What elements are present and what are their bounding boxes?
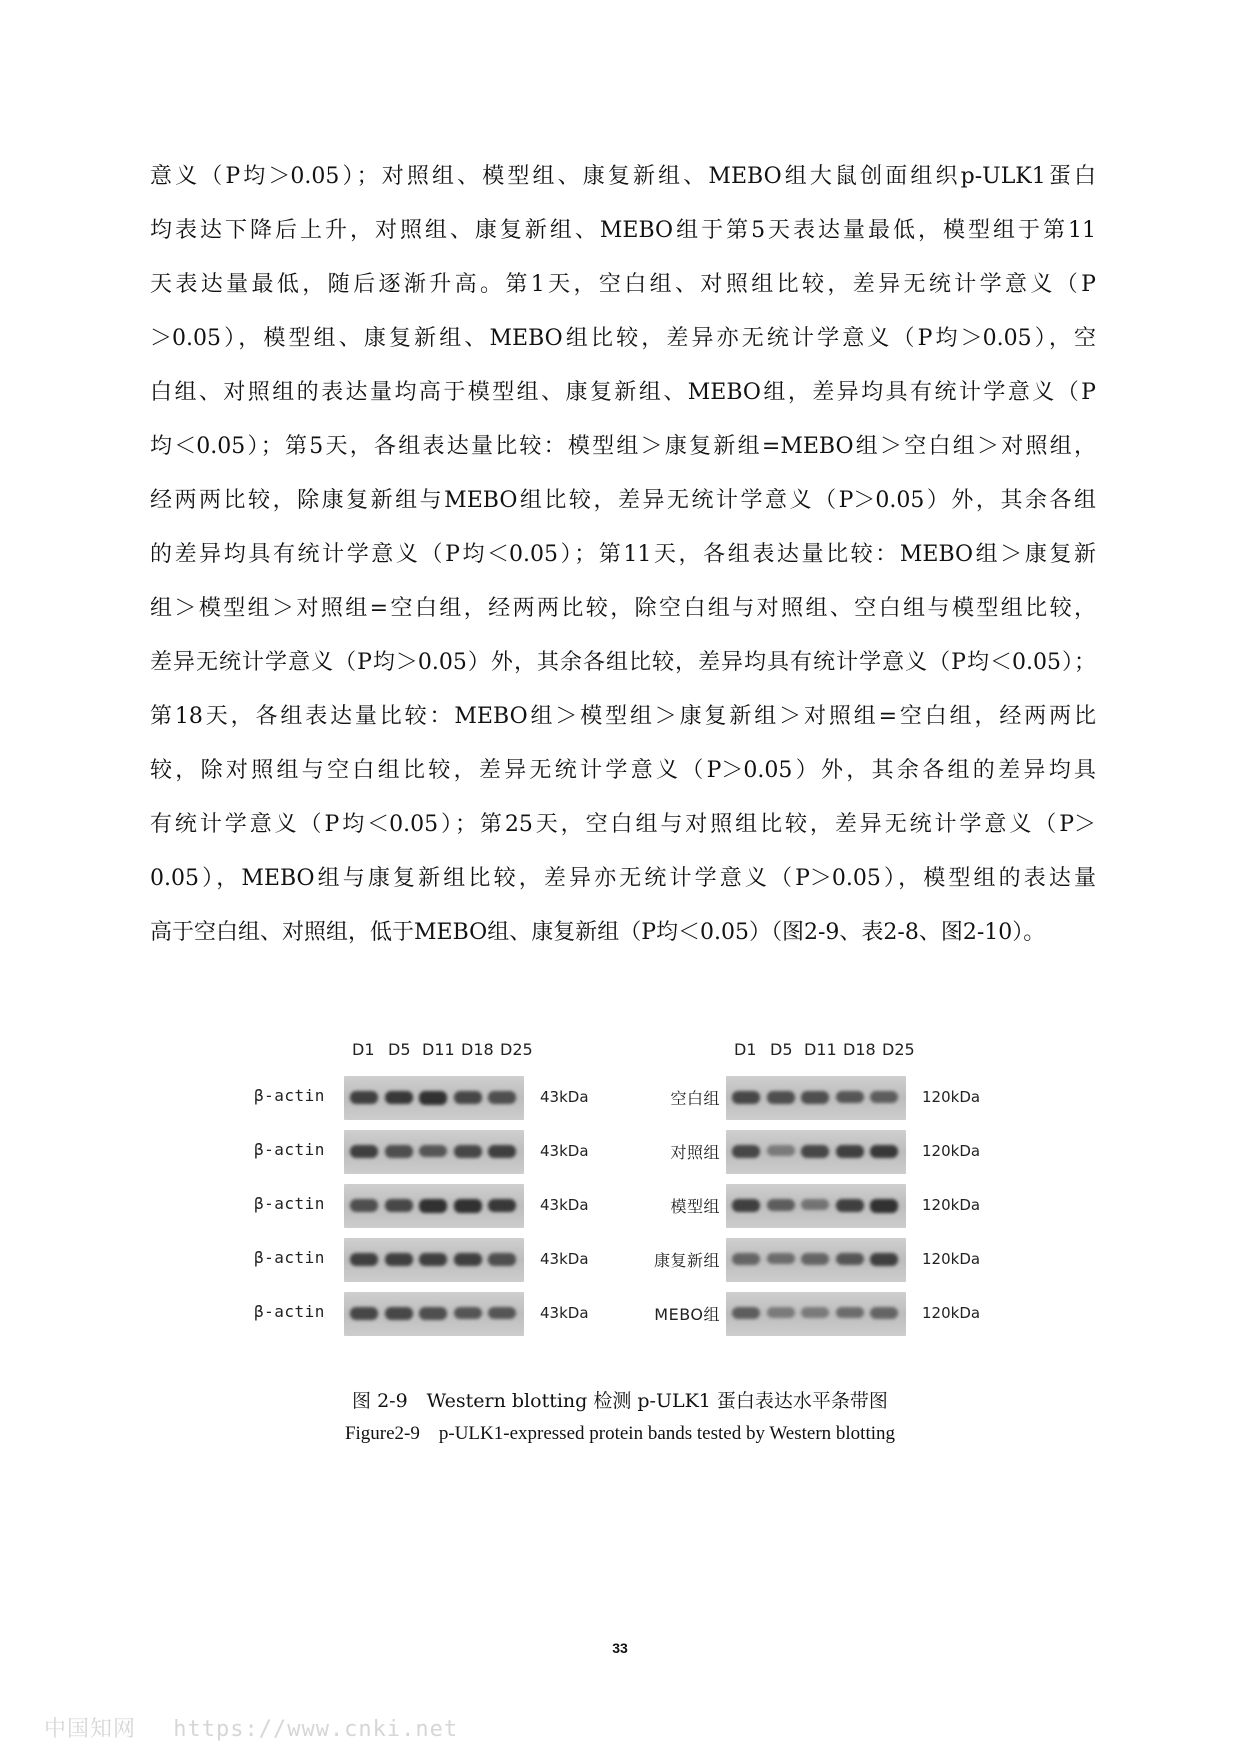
protein-band — [836, 1145, 864, 1158]
page-number: 33 — [612, 1640, 628, 1656]
row-label: 空白组 — [670, 1089, 720, 1108]
row-label: β-actin — [254, 1302, 325, 1321]
blot-membrane — [726, 1292, 906, 1336]
protein-band — [836, 1091, 864, 1103]
lane-label: D18 — [461, 1040, 494, 1059]
protein-band — [767, 1307, 795, 1318]
protein-band — [732, 1199, 760, 1212]
protein-band — [767, 1199, 795, 1211]
paragraph-line: 均＜0.05）；第5天，各组表达量比较：模型组＞康复新组=MEBO组＞空白组＞对照组， — [150, 434, 1096, 459]
body-paragraph — [150, 150, 1096, 960]
molecular-weight-label: 43kDa — [540, 1142, 589, 1160]
protein-band — [385, 1253, 413, 1266]
protein-band — [488, 1253, 516, 1266]
lane-labels — [344, 1040, 544, 1064]
protein-band — [870, 1307, 898, 1319]
lane-label: D1 — [352, 1040, 375, 1059]
protein-band — [870, 1091, 898, 1103]
row-label: 康复新组 — [653, 1251, 720, 1270]
lane-label: D11 — [422, 1040, 455, 1059]
paragraph-line: ＞0.05），模型组、康复新组、MEBO组比较，差异亦无统计学意义（P均＞0.05），空 — [150, 326, 1096, 351]
protein-band — [870, 1253, 898, 1266]
molecular-weight-label: 120kDa — [922, 1196, 981, 1214]
row-label: β-actin — [254, 1248, 325, 1267]
paragraph-line: 0.05），MEBO组与康复新组比较，差异亦无统计学意义（P＞0.05），模型组的表达量 — [150, 866, 1096, 891]
lane-label: D5 — [388, 1040, 411, 1059]
paragraph-line: 第18天，各组表达量比较：MEBO组＞模型组＞康复新组＞对照组=空白组，经两两比 — [150, 704, 1096, 729]
protein-band — [385, 1145, 413, 1158]
protein-band — [350, 1091, 378, 1104]
protein-band — [767, 1253, 795, 1264]
blot-row — [630, 1184, 1050, 1234]
protein-band — [767, 1145, 795, 1156]
protein-band — [350, 1199, 378, 1212]
molecular-weight-label: 120kDa — [922, 1088, 981, 1106]
protein-band — [454, 1199, 482, 1213]
protein-band — [419, 1145, 447, 1157]
blot-row — [240, 1076, 660, 1126]
protein-band — [488, 1091, 516, 1104]
protein-band — [419, 1307, 447, 1320]
paragraph-line: 有统计学意义（P均＜0.05）；第25天，空白组与对照组比较，差异无统计学意义（P＞ — [150, 812, 1096, 837]
paragraph-line: 组＞模型组＞对照组=空白组，经两两比较，除空白组与对照组、空白组与模型组比较， — [150, 596, 1096, 621]
protein-band — [801, 1199, 829, 1210]
paragraph-line: 较，除对照组与空白组比较，差异无统计学意义（P＞0.05）外，其余各组的差异均具 — [150, 758, 1096, 783]
lane-label: D18 — [843, 1040, 876, 1059]
paragraph-line: 经两两比较，除康复新组与MEBO组比较，差异无统计学意义（P＞0.05）外，其余各组 — [150, 488, 1096, 513]
lane-label: D11 — [804, 1040, 837, 1059]
blot-row — [630, 1292, 1050, 1342]
protein-band — [454, 1307, 482, 1319]
paragraph-line: 差异无统计学意义（P均＞0.05）外，其余各组比较，差异均具有统计学意义（P均＜0.05）； — [150, 650, 1096, 675]
blot-membrane — [344, 1184, 524, 1228]
row-label: 模型组 — [670, 1197, 720, 1216]
molecular-weight-label: 120kDa — [922, 1250, 981, 1268]
protein-band — [836, 1199, 864, 1212]
protein-band — [870, 1145, 898, 1158]
protein-band — [350, 1307, 378, 1320]
row-label: 对照组 — [670, 1143, 720, 1162]
blot-membrane — [726, 1130, 906, 1174]
figure-caption-en: Figure2-9 p-ULK1-expressed protein bands tested by Western blotting — [344, 1423, 896, 1444]
blot-row — [630, 1076, 1050, 1126]
paragraph-line: 高于空白组、对照组，低于MEBO组、康复新组（P均＜0.05）（图2-9、表2-8、图2-10）。 — [150, 920, 1046, 945]
protein-band — [732, 1145, 760, 1158]
molecular-weight-label: 120kDa — [922, 1142, 981, 1160]
blot-row — [240, 1238, 660, 1288]
lane-label: D5 — [770, 1040, 793, 1059]
blot-membrane — [344, 1238, 524, 1282]
protein-band — [350, 1253, 378, 1266]
protein-band — [801, 1307, 829, 1318]
blot-membrane — [726, 1184, 906, 1228]
protein-band — [385, 1199, 413, 1212]
protein-band — [350, 1145, 378, 1158]
molecular-weight-label: 43kDa — [540, 1196, 589, 1214]
protein-band — [454, 1145, 482, 1158]
protein-band — [836, 1307, 864, 1318]
molecular-weight-label: 43kDa — [540, 1250, 589, 1268]
figure-caption-zh: 图 2-9 Western blotting 检测 p-ULK1 蛋白表达水平条带图 — [352, 1390, 888, 1412]
paragraph-line: 白组、对照组的表达量均高于模型组、康复新组、MEBO组，差异均具有统计学意义（P — [150, 380, 1096, 405]
blot-membrane — [344, 1076, 524, 1120]
protein-band — [836, 1253, 864, 1265]
protein-band — [419, 1091, 447, 1105]
protein-band — [732, 1091, 760, 1104]
row-label: β-actin — [254, 1194, 325, 1213]
molecular-weight-label: 43kDa — [540, 1304, 589, 1322]
protein-band — [801, 1145, 829, 1158]
protein-band — [488, 1307, 516, 1319]
protein-band — [385, 1307, 413, 1320]
protein-band — [488, 1199, 516, 1212]
molecular-weight-label: 120kDa — [922, 1304, 981, 1322]
protein-band — [870, 1199, 898, 1213]
protein-band — [419, 1199, 447, 1213]
protein-band — [385, 1091, 413, 1104]
lane-label: D25 — [882, 1040, 915, 1059]
protein-band — [419, 1253, 447, 1266]
protein-band — [454, 1091, 482, 1104]
blot-membrane — [726, 1076, 906, 1120]
protein-band — [488, 1145, 516, 1158]
protein-band — [732, 1253, 760, 1265]
paragraph-line: 均表达下降后上升，对照组、康复新组、MEBO组于第5天表达量最低，模型组于第11 — [150, 218, 1096, 243]
blot-row — [240, 1130, 660, 1180]
protein-band — [732, 1307, 760, 1319]
paragraph-line: 的差异均具有统计学意义（P均＜0.05）；第11天，各组表达量比较：MEBO组＞康复新 — [150, 542, 1096, 567]
blot-row — [630, 1130, 1050, 1180]
lane-label: D25 — [500, 1040, 533, 1059]
blot-row — [240, 1292, 660, 1342]
blot-row — [240, 1184, 660, 1234]
protein-band — [801, 1091, 829, 1104]
blot-membrane — [344, 1292, 524, 1336]
lane-labels — [726, 1040, 926, 1064]
paragraph-line: 天表达量最低，随后逐渐升高。第1天，空白组、对照组比较，差异无统计学意义（P — [150, 272, 1096, 297]
lane-label: D1 — [734, 1040, 757, 1059]
row-label: β-actin — [254, 1140, 325, 1159]
paragraph-line: 意义（P均＞0.05）；对照组、模型组、康复新组、MEBO组大鼠创面组织p-ULK1蛋白 — [150, 164, 1096, 189]
protein-band — [767, 1091, 795, 1104]
blot-membrane — [344, 1130, 524, 1174]
row-label: β-actin — [254, 1086, 325, 1105]
watermark: 中国知网 https://www.cnki.net — [44, 1717, 459, 1742]
protein-band — [454, 1253, 482, 1266]
row-label: MEBO组 — [654, 1305, 720, 1324]
protein-band — [801, 1253, 829, 1265]
blot-row — [630, 1238, 1050, 1288]
molecular-weight-label: 43kDa — [540, 1088, 589, 1106]
blot-membrane — [726, 1238, 906, 1282]
